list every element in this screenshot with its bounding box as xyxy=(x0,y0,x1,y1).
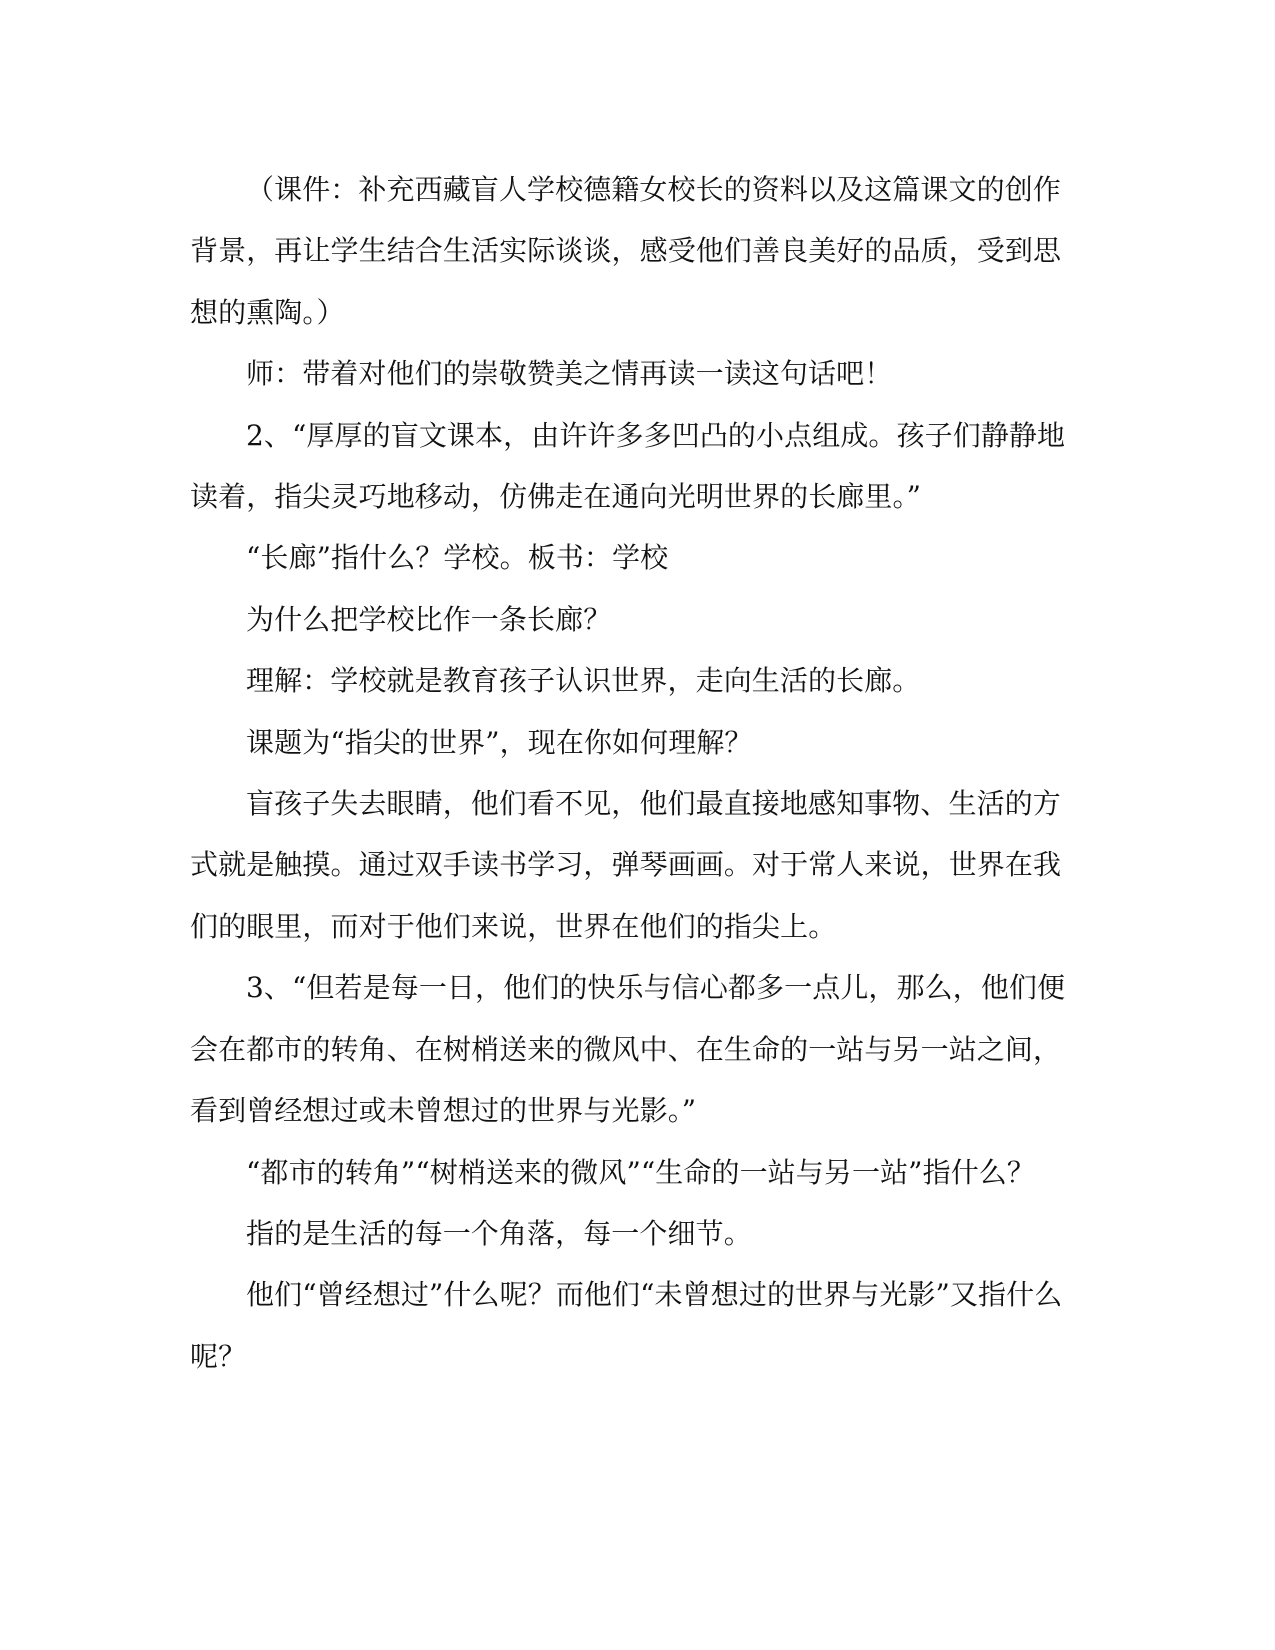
paragraph-teacher-prompt: 师：带着对他们的崇敬赞美之情再读一读这句话吧！ xyxy=(246,357,893,391)
paragraph-title-question: 课题为“指尖的世界”，现在你如何理解？ xyxy=(246,725,753,759)
paragraph-quote-3: 3、“但若是每一日，他们的快乐与信心都多一点儿，那么，他们便会在都市的转角、在树梢送来的微风中、在生命的一站与另一站之间，看到曾经想过或未曾想过的世界与光影。” xyxy=(190,971,1066,1128)
paragraph-final-question: 他们“曾经想过”什么呢？而他们“未曾想过的世界与光影”又指什么呢？ xyxy=(190,1278,1063,1373)
document-body xyxy=(190,159,1070,1387)
paragraph-phrases-question: “都市的转角”“树梢送来的微风”“生命的一站与另一站”指什么？ xyxy=(246,1155,1035,1189)
paragraph-phrases-answer: 指的是生活的每一个角落，每一个细节。 xyxy=(246,1216,752,1250)
paragraph-quote-2: 2、“厚厚的盲文课本，由许许多多凹凸的小点组成。孩子们静静地读着，指尖灵巧地移动，仿佛走在通向光明世界的长廊里。” xyxy=(190,418,1066,514)
paragraph-understanding: 理解：学校就是教育孩子认识世界，走向生活的长廊。 xyxy=(246,664,921,698)
paragraph-corridor-question: “长廊”指什么？学校。板书：学校 xyxy=(246,541,669,575)
paragraph-why-corridor: 为什么把学校比作一条长廊？ xyxy=(246,602,612,636)
paragraph-courseware-note: （课件：补充西藏盲人学校德籍女校长的资料以及这篇课文的创作背景，再让学生结合生活实际谈谈，感受他们善良美好的品质，受到思想的熏陶。） xyxy=(190,173,1062,329)
paragraph-blind-children: 盲孩子失去眼睛，他们看不见，他们最直接地感知事物、生活的方式就是触摸。通过双手读书学习，弹琴画画。对于常人来说，世界在我们的眼里，而对于他们来说，世界在他们的指尖上。 xyxy=(190,787,1062,943)
